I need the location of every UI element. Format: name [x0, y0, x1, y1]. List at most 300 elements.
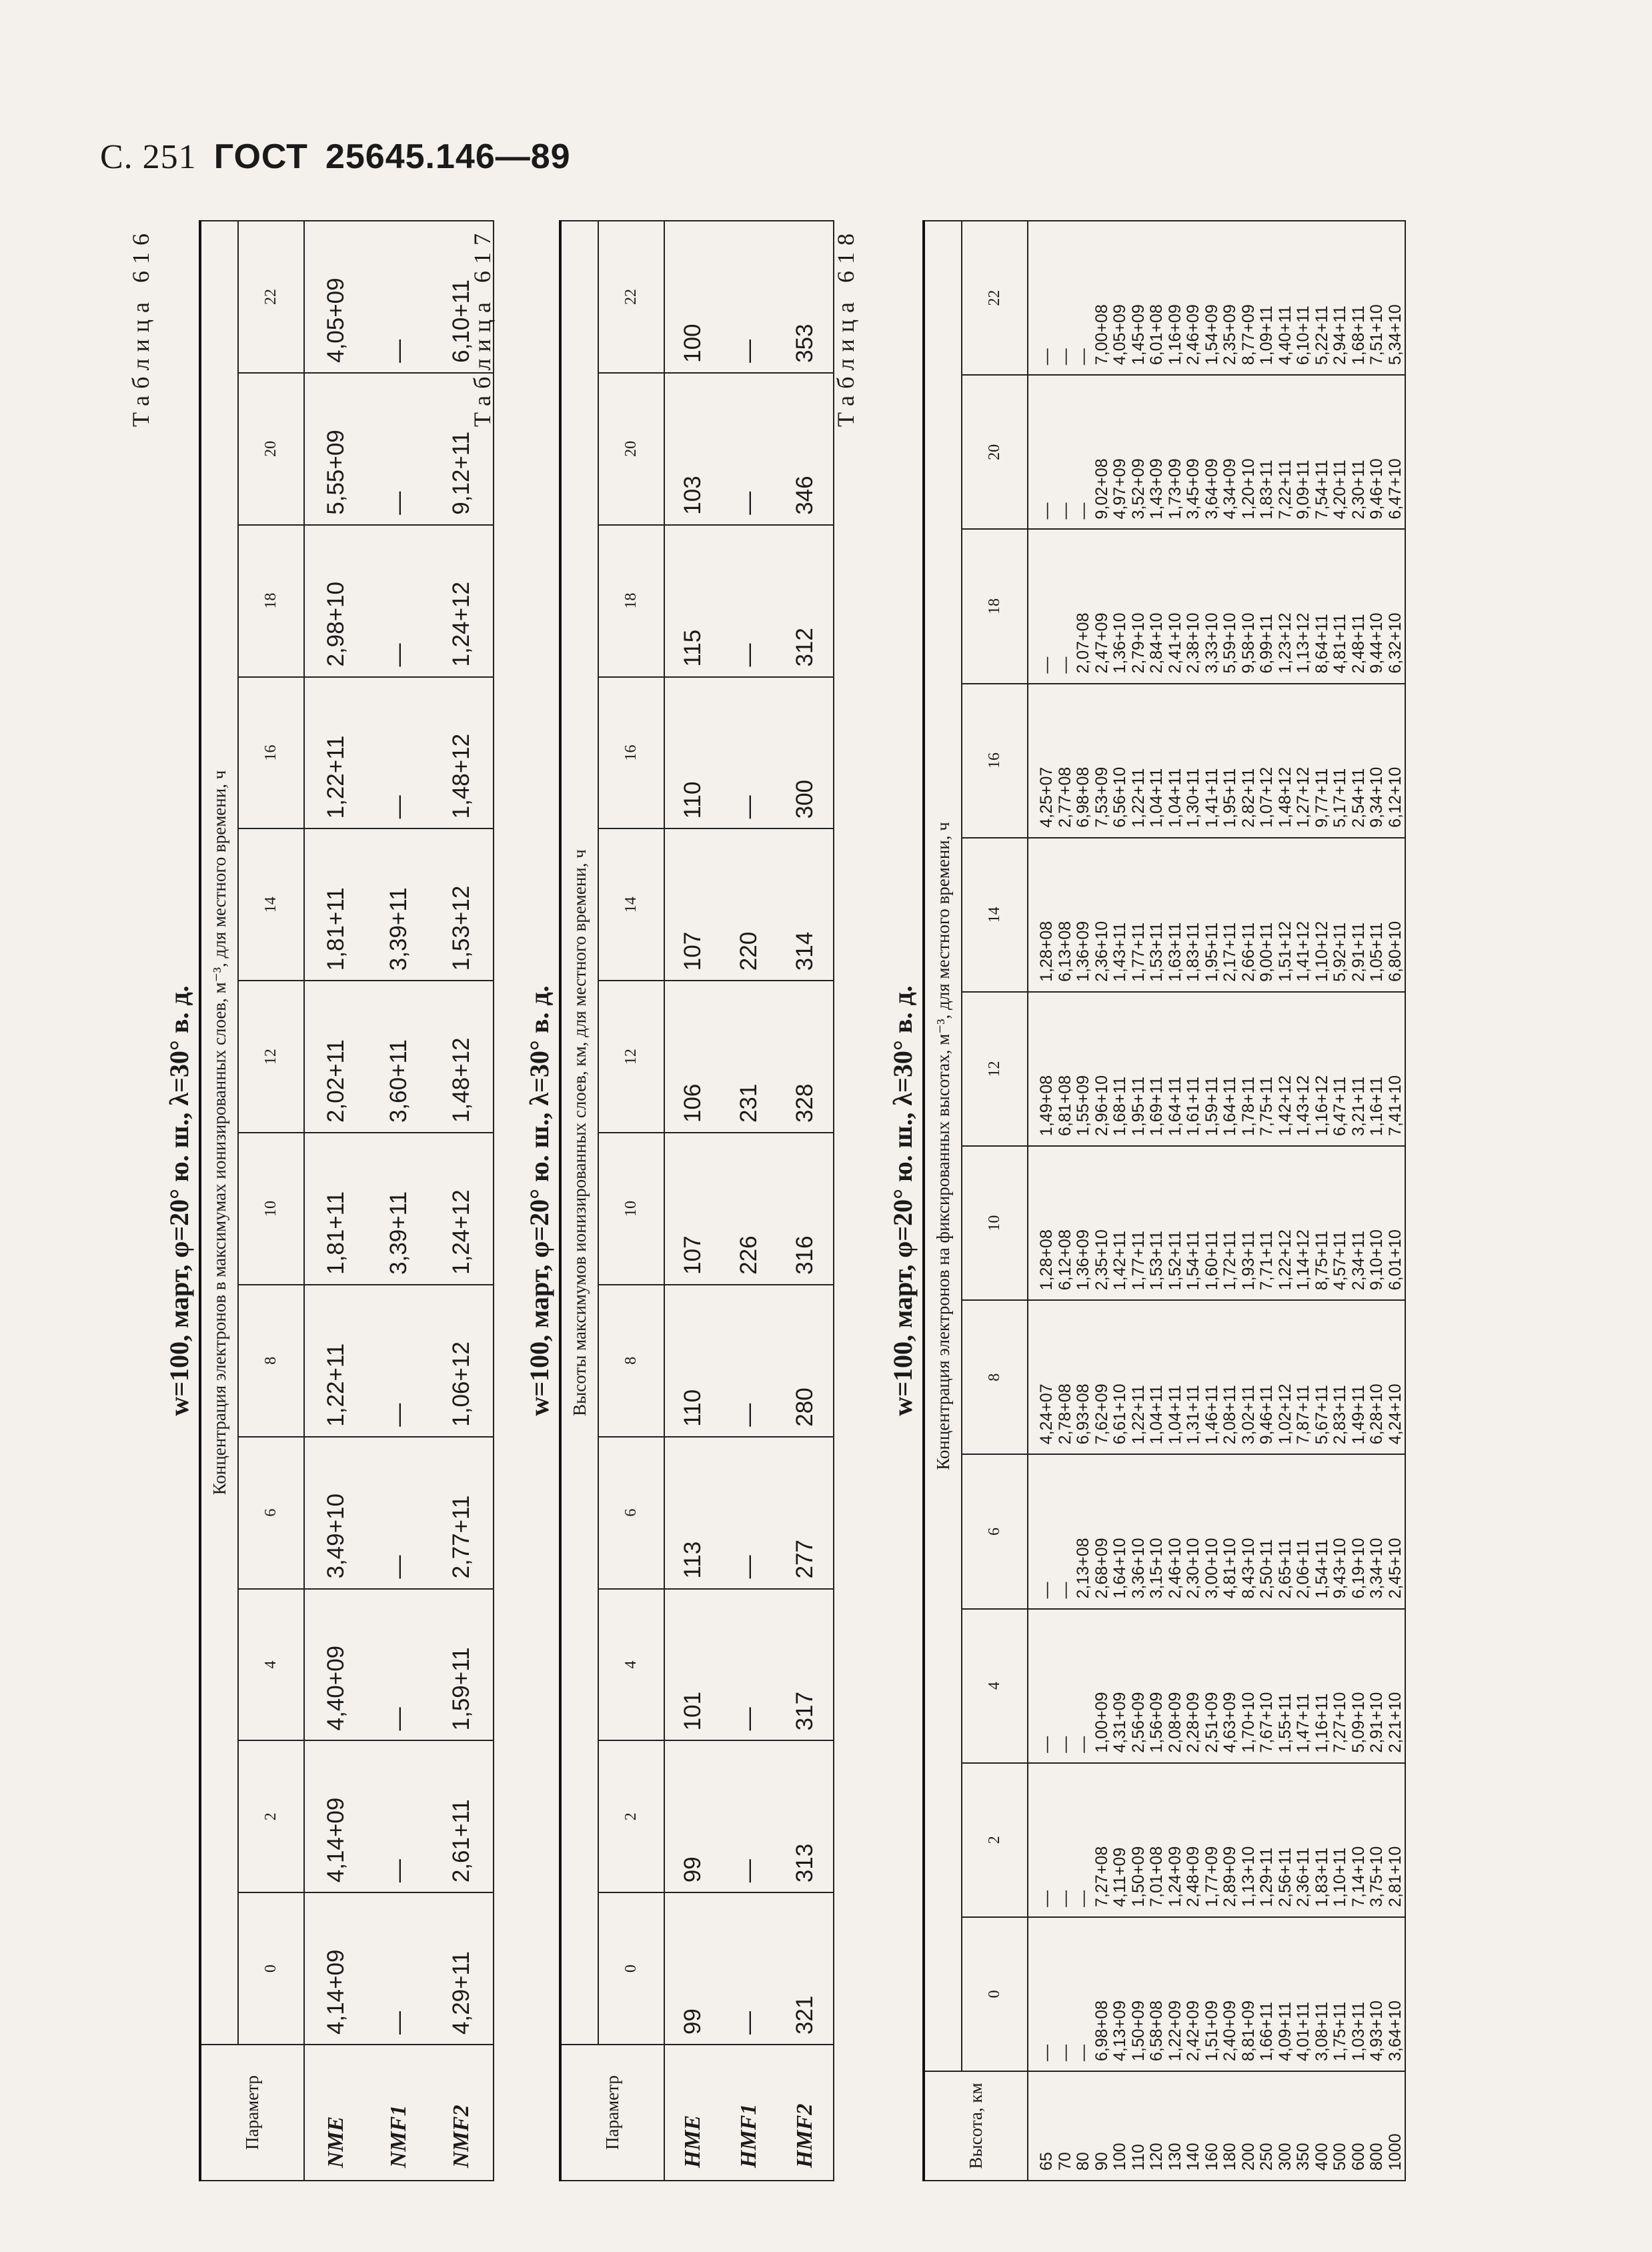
- table-cell: 7,87+11: [1294, 1385, 1313, 1445]
- table-cell: 1,28+08: [1037, 1229, 1056, 1291]
- height-value: 130: [1165, 2143, 1184, 2171]
- hour-header-8: 8: [598, 1285, 664, 1437]
- table-cell: 6,98+08: [1074, 766, 1092, 828]
- table-caption: Концентрация электронов в максимумах ионизированных слоев, м⁻³, для местного времени, ч: [200, 221, 238, 2045]
- value-column-2: [1028, 1763, 1405, 1917]
- table-cell: 1,43+09: [1147, 458, 1166, 520]
- table-cell: 2,07+08: [1074, 612, 1092, 674]
- hour-header-6: 6: [238, 1437, 304, 1589]
- table-cell: 1,00+09: [1092, 1692, 1111, 1753]
- page-number: С. 251: [100, 138, 197, 176]
- table-cell: 1,43+12: [1294, 1075, 1313, 1137]
- table-cell: 2,36+10: [1092, 921, 1111, 982]
- table-cell: 4,01+11: [1294, 2001, 1313, 2061]
- table-cell: 7,27+08: [1092, 1846, 1111, 1907]
- table-cell: 1,36+10: [1110, 612, 1129, 674]
- table-cell: 1,41+11: [1202, 768, 1221, 828]
- table-cell: 1,77+09: [1202, 1846, 1221, 1907]
- table-cell: 1,95+11: [1202, 922, 1221, 982]
- table-cell: 2,91+11: [1349, 922, 1368, 982]
- hour-header-6: 6: [962, 1454, 1028, 1608]
- table-cell: 1,81+11: [304, 1133, 367, 1285]
- table-cell: —: [721, 1437, 777, 1589]
- row-label: NME: [304, 2045, 367, 2181]
- table-cell: 1,04+11: [1165, 1385, 1184, 1445]
- table-cell: 4,29+11: [430, 1892, 494, 2045]
- height-value: 100: [1110, 2143, 1129, 2171]
- table-cell: 8,75+11: [1312, 1231, 1331, 1291]
- table-cell: 1,50+09: [1128, 2000, 1148, 2061]
- table-cell: 7,00+08: [1092, 304, 1111, 366]
- table-cell: 1,22+11: [304, 1285, 367, 1437]
- table-cell: 8,64+11: [1312, 614, 1331, 674]
- hour-header-2: 2: [238, 1740, 304, 1892]
- table-cell: 6,01+10: [1385, 1229, 1405, 1291]
- table-cell: 2,48+09: [1184, 1846, 1202, 1907]
- table-cell: 4,13+09: [1110, 2000, 1129, 2061]
- table-cell: 1,31+11: [1184, 1385, 1202, 1445]
- table-cell: 2,06+11: [1294, 1539, 1313, 1599]
- table-cell: 113: [664, 1437, 721, 1589]
- table-cell: 1,50+09: [1128, 1846, 1148, 1907]
- table-cell: 6,47+11: [1331, 1076, 1349, 1137]
- table-cell: —: [1037, 348, 1056, 366]
- table-cell: 2,36+11: [1294, 1847, 1313, 1907]
- height-value: 350: [1294, 2143, 1313, 2171]
- hour-header-0: 0: [238, 1892, 304, 2045]
- table-cell: 6,47+10: [1385, 458, 1405, 520]
- table-cell: 1,48+12: [1275, 766, 1295, 828]
- table-cell: 2,82+11: [1238, 768, 1258, 828]
- hour-header-16: 16: [962, 684, 1028, 838]
- table-cell: 1,66+11: [1257, 2001, 1276, 2061]
- height-value: 250: [1257, 2143, 1276, 2171]
- value-column-16: [1028, 684, 1405, 838]
- table-cell: 7,27+10: [1331, 1692, 1349, 1753]
- value-list: [1038, 1769, 1405, 1907]
- table-cell: 4,57+11: [1331, 1231, 1349, 1291]
- page-header: [100, 137, 571, 177]
- table-cell: 1,93+11: [1238, 1231, 1258, 1291]
- table-row: [430, 221, 494, 2181]
- hour-header-14: 14: [962, 838, 1028, 992]
- value-column-6: [1028, 1454, 1405, 1608]
- table-cell: 4,24+10: [1385, 1383, 1405, 1445]
- value-list: [1038, 1923, 1405, 2061]
- table-cell: 1,54+09: [1202, 304, 1221, 366]
- table-618: [922, 220, 1406, 2181]
- table-cell: 2,50+11: [1257, 1539, 1276, 1599]
- height-value: 110: [1128, 2144, 1148, 2171]
- hour-header-18: 18: [238, 525, 304, 677]
- height-value: 500: [1331, 2143, 1349, 2171]
- table-cell: 1,64+10: [1110, 1538, 1129, 1599]
- hour-header-20: 20: [238, 373, 304, 525]
- table-cell: 2,89+09: [1220, 1846, 1239, 1907]
- value-list: [1038, 381, 1405, 519]
- table-cell: 8,43+10: [1238, 1538, 1258, 1599]
- table-cell: 1,69+11: [1147, 1076, 1166, 1137]
- table-cell: 231: [721, 981, 777, 1133]
- height-value: 80: [1074, 2152, 1092, 2171]
- table-cell: —: [367, 373, 430, 525]
- table-cell: 1,54+11: [1312, 1539, 1331, 1599]
- table-cell: 1,95+11: [1128, 1076, 1148, 1137]
- table-cell: 1,60+11: [1202, 1231, 1221, 1291]
- table-cell: 9,12+11: [430, 373, 494, 525]
- table-cell: 3,39+11: [367, 1133, 430, 1285]
- table-cell: —: [367, 1285, 430, 1437]
- table-cell: 103: [664, 373, 721, 525]
- hour-header-10: 10: [598, 1133, 664, 1285]
- table-cell: 1,22+09: [1165, 2000, 1184, 2061]
- table-cell: 6,01+08: [1147, 304, 1166, 366]
- table-cell: 1,59+11: [1202, 1076, 1221, 1137]
- table-row: [304, 221, 367, 2181]
- table-cell: 6,12+10: [1385, 766, 1405, 828]
- hour-header-row: [598, 221, 664, 2181]
- table-cell: 2,28+09: [1184, 1692, 1202, 1753]
- value-column-8: [1028, 1300, 1405, 1454]
- row-label: HMF1: [721, 2045, 777, 2181]
- table-cell: 1,10+12: [1312, 921, 1331, 982]
- table-cell: —: [721, 1589, 777, 1741]
- hour-header-12: 12: [238, 981, 304, 1133]
- hour-header-4: 4: [238, 1589, 304, 1741]
- hour-header-16: 16: [238, 677, 304, 829]
- table-cell: 2,61+11: [430, 1740, 494, 1892]
- table-cell: —: [367, 1589, 430, 1741]
- table-cell: 6,56+10: [1110, 766, 1129, 828]
- table-row: [367, 221, 430, 2181]
- table-cell: 4,05+09: [1110, 304, 1129, 366]
- table-cell: —: [367, 221, 430, 373]
- table-cell: 1,95+11: [1220, 768, 1239, 828]
- table-cell: 1,52+11: [1165, 1231, 1184, 1291]
- table-cell: 3,34+10: [1367, 1538, 1386, 1599]
- table-cell: 5,22+11: [1312, 306, 1331, 366]
- table-cell: 4,93+10: [1367, 2000, 1386, 2061]
- table-cell: 2,77+08: [1055, 766, 1074, 828]
- table-cell: 4,31+09: [1110, 1692, 1129, 1753]
- table-cell: 3,02+11: [1238, 1385, 1258, 1445]
- table-cell: 4,81+11: [1331, 614, 1349, 674]
- table-617-title: w=100, март, φ=20° ю. ш., λ=30° в. д.: [524, 985, 554, 1416]
- table-cell: 312: [777, 525, 834, 677]
- height-value: 70: [1055, 2152, 1074, 2171]
- height-value: 140: [1184, 2143, 1202, 2171]
- table-cell: 2,96+10: [1092, 1075, 1111, 1137]
- table-cell: 6,61+10: [1110, 1383, 1129, 1445]
- table-cell: 5,59+10: [1220, 612, 1239, 674]
- table-cell: 1,03+11: [1349, 2001, 1368, 2061]
- table-caption: Концентрация электронов на фиксированных высотах, м⁻³, для местного времени, ч: [924, 221, 962, 2071]
- table-cell: 2,56+09: [1128, 1692, 1148, 1753]
- table-cell: 4,97+09: [1110, 458, 1129, 520]
- table-cell: 2,66+11: [1238, 922, 1258, 982]
- table-cell: 7,53+09: [1092, 766, 1111, 828]
- table-617: [559, 220, 834, 2181]
- table-cell: 9,10+10: [1367, 1229, 1386, 1291]
- table-cell: 1,48+12: [430, 981, 494, 1133]
- table-cell: 1,22+11: [1128, 1385, 1148, 1445]
- table-cell: —: [721, 1285, 777, 1437]
- table-cell: 1,64+11: [1220, 1076, 1239, 1137]
- table-cell: 2,21+10: [1385, 1692, 1405, 1753]
- table-cell: 2,56+11: [1275, 1847, 1295, 1907]
- table-cell: 2,41+10: [1165, 612, 1184, 674]
- table-cell: 7,51+10: [1367, 304, 1386, 366]
- table-cell: 2,35+09: [1220, 304, 1239, 366]
- table-cell: 1,49+08: [1037, 1075, 1056, 1137]
- table-cell: 110: [664, 677, 721, 829]
- table-row: [664, 221, 721, 2181]
- table-cell: 1,43+11: [1110, 922, 1129, 982]
- table-cell: 2,45+10: [1385, 1538, 1405, 1599]
- table-cell: 9,44+10: [1367, 612, 1386, 674]
- table-cell: —: [1037, 1736, 1056, 1753]
- table-cell: 1,77+11: [1128, 922, 1148, 982]
- row-label: HME: [664, 2045, 721, 2181]
- table-cell: —: [367, 677, 430, 829]
- table-cell: 2,35+10: [1092, 1229, 1111, 1291]
- value-column-14: [1028, 838, 1405, 992]
- table-cell: 1,24+12: [430, 525, 494, 677]
- table-cell: 9,58+10: [1238, 612, 1258, 674]
- height-header: Высота, км: [924, 2071, 1028, 2181]
- table-cell: 1,51+12: [1275, 921, 1295, 982]
- hour-header-10: 10: [962, 1146, 1028, 1300]
- table-cell: —: [1037, 2045, 1056, 2061]
- table-cell: 1,53+11: [1147, 1231, 1166, 1291]
- table-cell: 1,36+09: [1074, 1229, 1092, 1291]
- table-cell: 1,70+10: [1238, 1692, 1258, 1753]
- table-cell: 1,16+11: [1312, 1693, 1331, 1753]
- table-617-block: [469, 220, 834, 2181]
- height-value: 800: [1367, 2143, 1386, 2171]
- table-cell: 107: [664, 1133, 721, 1285]
- table-cell: 1,02+12: [1275, 1383, 1295, 1445]
- table-cell: 1,63+11: [1165, 922, 1184, 982]
- table-cell: 3,15+10: [1147, 1538, 1166, 1599]
- table-caption: Высоты максимумов ионизированных слоев, км, для местного времени, ч: [560, 221, 598, 2045]
- param-header: Параметр: [200, 2045, 304, 2181]
- table-cell: 106: [664, 981, 721, 1133]
- table-cell: 300: [777, 677, 834, 829]
- table-cell: 1,68+11: [1349, 306, 1368, 366]
- table-cell: 4,14+09: [304, 1892, 367, 2045]
- table-cell: 3,75+10: [1367, 1846, 1386, 1907]
- table-cell: —: [721, 1892, 777, 2045]
- table-cell: 1,51+09: [1202, 2000, 1221, 2061]
- value-list: [1038, 998, 1405, 1136]
- height-value: 180: [1220, 2143, 1239, 2171]
- table-cell: 1,54+11: [1184, 1231, 1202, 1291]
- table-cell: 6,10+11: [1294, 306, 1313, 366]
- table-cell: —: [367, 525, 430, 677]
- table-cell: 2,98+10: [304, 525, 367, 677]
- table-cell: 2,83+11: [1331, 1385, 1349, 1445]
- table-cell: 4,14+09: [304, 1740, 367, 1892]
- height-value: 65: [1037, 2152, 1056, 2171]
- table-cell: 1,30+11: [1184, 768, 1202, 828]
- row-label: HMF2: [777, 2045, 834, 2181]
- hour-header-22: 22: [238, 221, 304, 373]
- table-cell: 1,13+12: [1294, 612, 1313, 674]
- table-cell: 4,63+09: [1220, 1692, 1239, 1753]
- table-cell: 1,83+11: [1312, 1847, 1331, 1907]
- height-value: 1000: [1385, 2133, 1405, 2171]
- height-value: 160: [1202, 2143, 1221, 2171]
- row-label: NMF1: [367, 2045, 430, 2181]
- table-cell: 6,93+08: [1074, 1383, 1092, 1445]
- table-cell: 99: [664, 1740, 721, 1892]
- table-cell: 9,43+10: [1331, 1538, 1349, 1599]
- hour-header-22: 22: [598, 221, 664, 373]
- value-list: [1038, 690, 1405, 828]
- table-cell: 1,73+09: [1165, 458, 1184, 520]
- table-cell: 1,48+12: [430, 677, 494, 829]
- table-cell: —: [367, 1740, 430, 1892]
- table-cell: 3,64+10: [1385, 2000, 1405, 2061]
- table-cell: 1,04+11: [1147, 1385, 1166, 1445]
- table-cell: —: [1055, 348, 1074, 366]
- table-cell: 2,48+11: [1349, 614, 1368, 674]
- table-cell: 6,99+11: [1257, 614, 1276, 674]
- table-cell: 7,75+11: [1257, 1076, 1276, 1137]
- table-cell: 1,45+09: [1128, 304, 1148, 366]
- hour-header-20: 20: [598, 373, 664, 525]
- table-cell: 7,22+11: [1275, 460, 1295, 520]
- table-cell: —: [1055, 1890, 1074, 1907]
- hour-header-14: 14: [598, 828, 664, 981]
- table-cell: 2,54+11: [1349, 768, 1368, 828]
- hour-header-4: 4: [598, 1589, 664, 1741]
- table-cell: 1,56+09: [1147, 1692, 1166, 1753]
- value-list: [1038, 1306, 1405, 1444]
- hour-header-8: 8: [962, 1300, 1028, 1454]
- table-cell: 3,52+09: [1128, 458, 1148, 520]
- table-cell: 2,02+11: [304, 981, 367, 1133]
- table-616: [199, 220, 494, 2181]
- table-cell: 2,08+11: [1220, 1385, 1239, 1445]
- table-cell: 2,30+10: [1184, 1538, 1202, 1599]
- table-cell: 4,11+09: [1110, 1847, 1129, 1907]
- table-cell: 7,67+10: [1257, 1692, 1276, 1753]
- table-cell: 7,01+08: [1147, 1846, 1166, 1907]
- table-cell: 107: [664, 828, 721, 981]
- table-cell: 1,68+11: [1110, 1076, 1129, 1137]
- table-cell: 1,24+09: [1165, 1846, 1184, 1907]
- table-row: [777, 221, 834, 2181]
- table-cell: 3,36+10: [1128, 1538, 1148, 1599]
- table-cell: 1,22+11: [1128, 768, 1148, 828]
- table-cell: 9,09+11: [1294, 460, 1313, 520]
- table-cell: —: [1055, 1736, 1074, 1753]
- table-cell: —: [721, 677, 777, 829]
- hour-header-18: 18: [962, 529, 1028, 683]
- standard-label: ГОСТ: [213, 137, 308, 176]
- table-cell: 110: [664, 1285, 721, 1437]
- table-cell: —: [1074, 348, 1092, 366]
- rotated-content: [127, 220, 1521, 2181]
- value-list: [1038, 1152, 1405, 1290]
- hour-header-22: 22: [962, 221, 1028, 375]
- hour-header-4: 4: [962, 1609, 1028, 1763]
- table-cell: 6,32+10: [1385, 612, 1405, 674]
- table-cell: 277: [777, 1437, 834, 1589]
- table-cell: 2,91+10: [1367, 1692, 1386, 1753]
- table-cell: 2,46+09: [1184, 304, 1202, 366]
- table-cell: 1,16+11: [1367, 1076, 1386, 1137]
- table-cell: 7,71+11: [1257, 1231, 1276, 1291]
- table-cell: 1,28+08: [1037, 921, 1056, 982]
- table-cell: 2,13+08: [1074, 1538, 1092, 1599]
- table-cell: 1,41+12: [1294, 921, 1313, 982]
- table-cell: 1,09+11: [1257, 306, 1276, 366]
- hour-header-12: 12: [962, 992, 1028, 1146]
- table-618-name: Таблица 618: [832, 227, 859, 427]
- table-cell: 1,55+09: [1074, 1075, 1092, 1137]
- table-cell: 316: [777, 1133, 834, 1285]
- value-column-0: [1028, 1917, 1405, 2071]
- table-cell: 6,81+08: [1055, 1075, 1074, 1137]
- table-cell: 2,79+10: [1128, 612, 1148, 674]
- table-cell: 4,81+10: [1220, 1538, 1239, 1599]
- table-cell: 2,46+10: [1165, 1538, 1184, 1599]
- table-cell: 3,49+10: [304, 1437, 367, 1589]
- height-value: 400: [1312, 2143, 1331, 2171]
- table-cell: 1,10+11: [1331, 1847, 1349, 1907]
- table-cell: —: [1037, 1890, 1056, 1907]
- hour-header-2: 2: [598, 1740, 664, 1892]
- height-column: [1028, 2071, 1405, 2181]
- table-cell: 3,39+11: [367, 828, 430, 981]
- table-cell: —: [721, 373, 777, 525]
- table-cell: 1,23+12: [1275, 612, 1295, 674]
- table-cell: 1,29+11: [1257, 1847, 1276, 1907]
- table-cell: 2,84+10: [1147, 612, 1166, 674]
- height-value: 200: [1238, 2143, 1258, 2171]
- table-cell: 1,04+11: [1147, 768, 1166, 828]
- table-cell: 9,46+11: [1257, 1385, 1276, 1445]
- table-cell: 1,46+11: [1202, 1385, 1221, 1445]
- table-cell: 1,16+09: [1165, 304, 1184, 366]
- table-cell: 321: [777, 1892, 834, 2045]
- hour-header-8: 8: [238, 1285, 304, 1437]
- table-cell: 1,13+10: [1238, 1846, 1258, 1907]
- table-cell: 2,68+09: [1092, 1538, 1111, 1599]
- table-617-name: Таблица 617: [469, 227, 496, 427]
- value-column-18: [1028, 529, 1405, 683]
- table-cell: 2,65+11: [1275, 1539, 1295, 1599]
- table-cell: 1,81+11: [304, 828, 367, 981]
- param-header: Параметр: [560, 2045, 664, 2181]
- table-cell: —: [367, 1892, 430, 2045]
- table-cell: 1,59+11: [430, 1589, 494, 1741]
- table-cell: 1,22+11: [304, 677, 367, 829]
- table-cell: 3,64+09: [1202, 458, 1221, 520]
- standard-code: 25645.146—89: [325, 137, 571, 176]
- table-cell: 1,16+12: [1312, 1075, 1331, 1137]
- table-cell: 2,42+09: [1184, 2000, 1202, 2061]
- table-cell: 3,00+10: [1202, 1538, 1221, 1599]
- table-cell: 6,12+08: [1055, 1229, 1074, 1291]
- table-cell: 5,67+11: [1312, 1385, 1331, 1445]
- table-cell: 1,20+10: [1238, 458, 1258, 520]
- table-cell: 1,07+12: [1257, 766, 1276, 828]
- table-cell: —: [1055, 656, 1074, 674]
